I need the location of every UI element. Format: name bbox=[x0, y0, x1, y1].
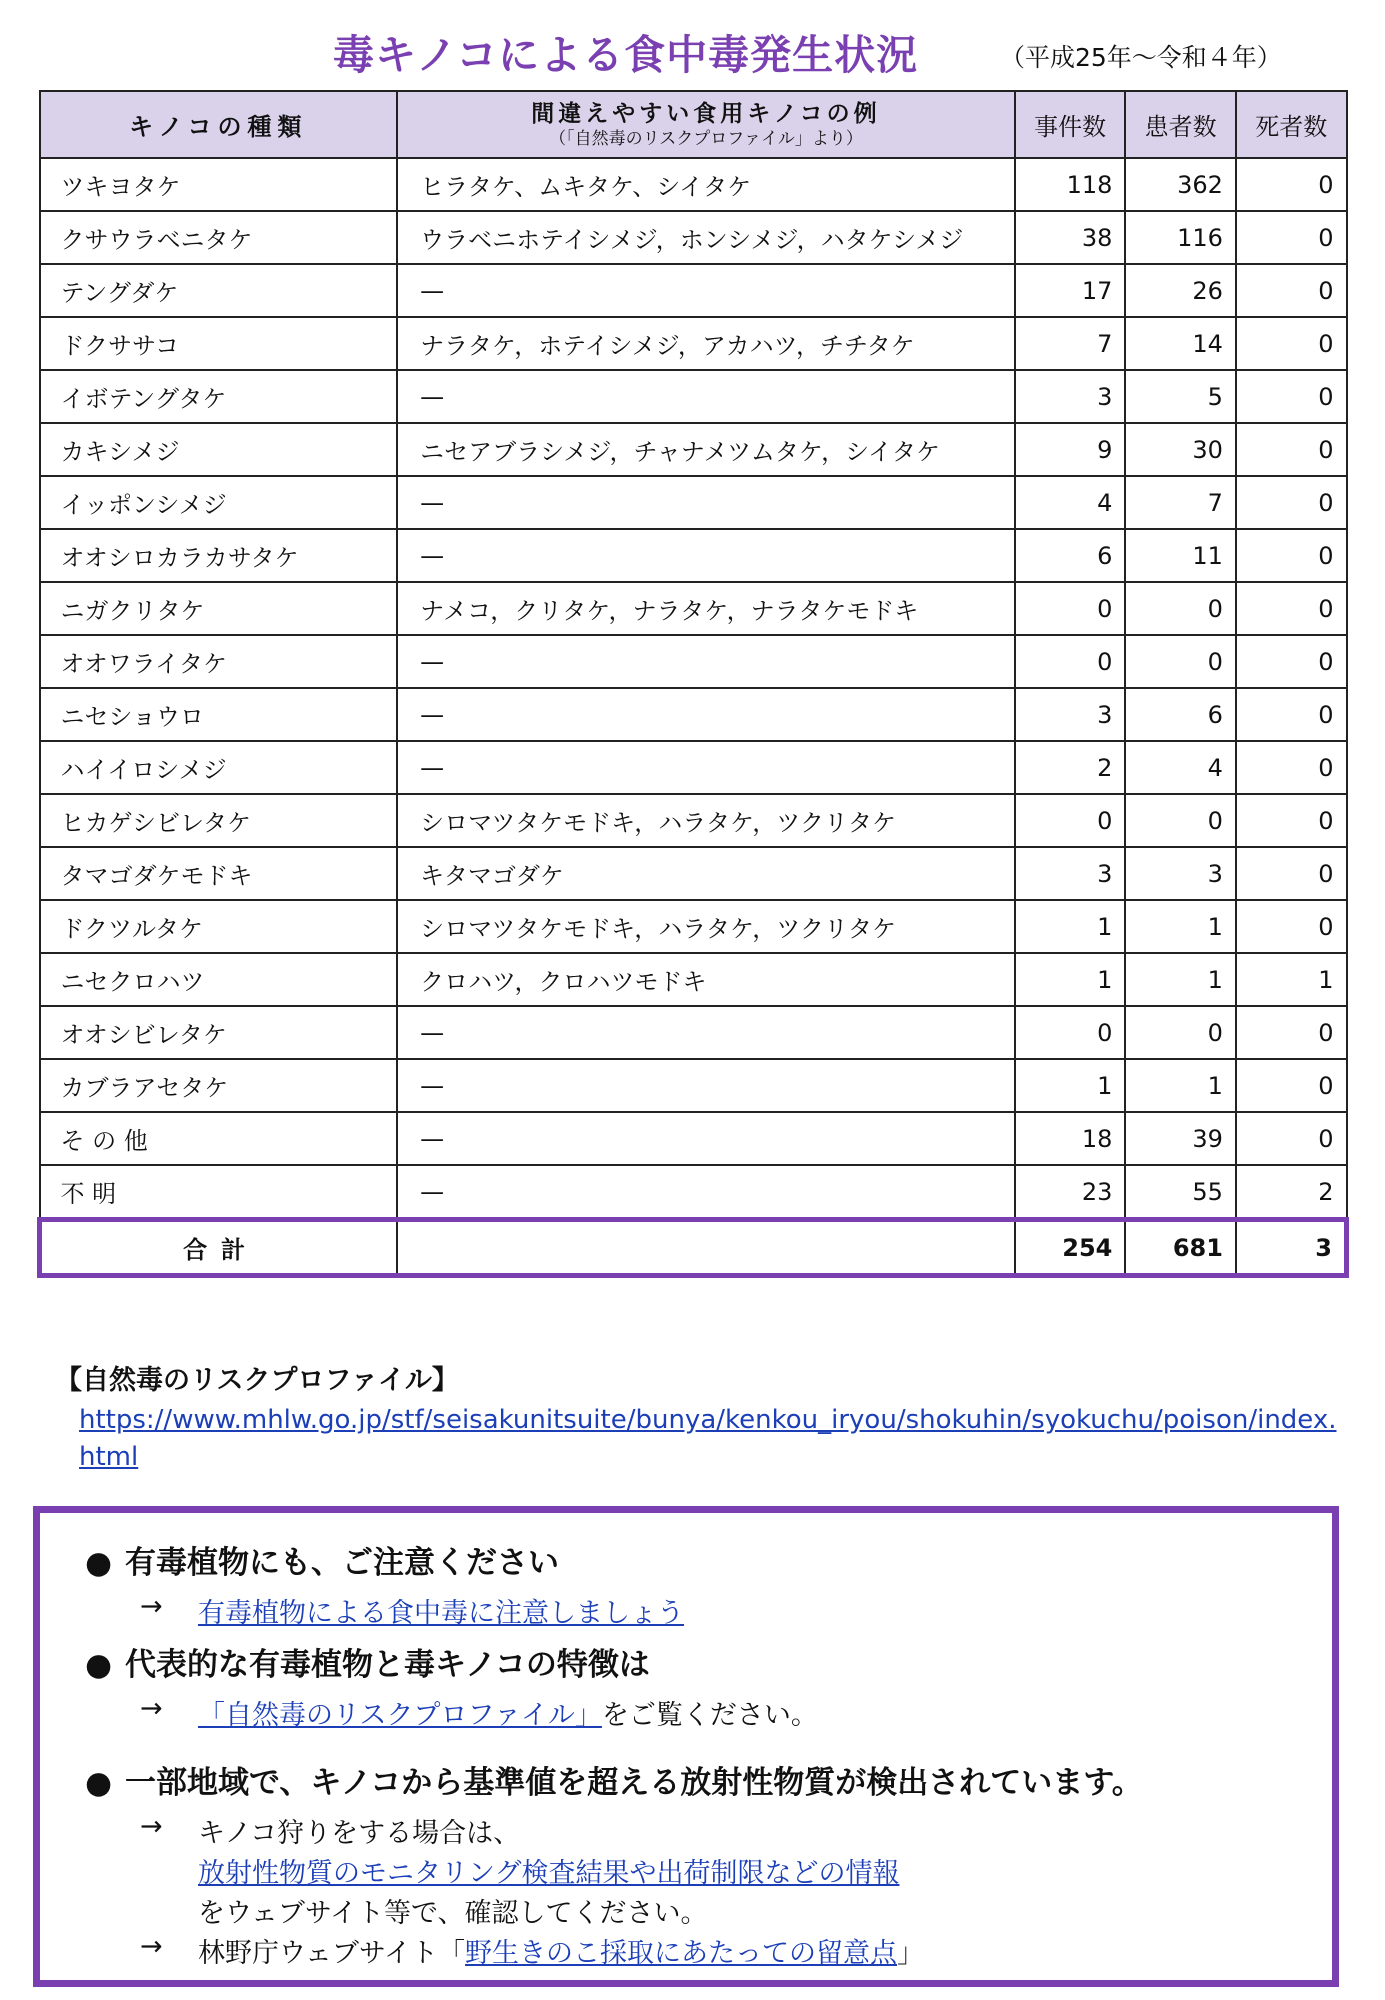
cell-kind: オオシビレタケ bbox=[40, 1006, 398, 1059]
cell-patients: 1 bbox=[1125, 953, 1236, 1006]
table-row bbox=[40, 688, 1347, 741]
reference-url-link[interactable]: https://www.mhlw.go.jp/stf/seisakunitsuite/bunya/kenkou_iryou/shokuhin/syokuchu/poison/index.html bbox=[79, 1405, 1337, 1472]
cell-kind: イボテングタケ bbox=[40, 370, 398, 423]
cell-patients: 3 bbox=[1125, 847, 1236, 900]
cell-deaths: 0 bbox=[1236, 317, 1347, 370]
cell-kind: ニセクロハツ bbox=[40, 953, 398, 1006]
cell-cases: 0 bbox=[1015, 1006, 1126, 1059]
cell-kind: ニセショウロ bbox=[40, 688, 398, 741]
cell-cases: 2 bbox=[1015, 741, 1126, 794]
cell-kind: カキシメジ bbox=[40, 423, 398, 476]
cell-cases: 7 bbox=[1015, 317, 1126, 370]
table-row bbox=[40, 794, 1347, 847]
cell-cases: 1 bbox=[1015, 900, 1126, 953]
table-row bbox=[40, 423, 1347, 476]
poisoning-table bbox=[37, 90, 1349, 1278]
cell-deaths: 0 bbox=[1236, 688, 1347, 741]
table-row bbox=[40, 370, 1347, 423]
cell-examples: — bbox=[397, 529, 1015, 582]
table-row bbox=[40, 264, 1347, 317]
cell-patients: 1 bbox=[1125, 900, 1236, 953]
table-row bbox=[40, 1059, 1347, 1112]
page-title: 毒キノコによる食中毒発生状況 bbox=[333, 31, 919, 79]
header-examples bbox=[397, 91, 1015, 158]
cell-deaths: 0 bbox=[1236, 847, 1347, 900]
table-row bbox=[40, 1165, 1347, 1220]
notice-item-3-line-2: をウェブサイト等で、確認してください。 bbox=[198, 1898, 708, 1929]
cell-patients: 7 bbox=[1125, 476, 1236, 529]
bullet-icon: ● bbox=[85, 1647, 113, 1683]
cell-deaths: 0 bbox=[1236, 1059, 1347, 1112]
cell-patients: 0 bbox=[1125, 635, 1236, 688]
cell-kind: イッポンシメジ bbox=[40, 476, 398, 529]
cell-deaths: 0 bbox=[1236, 211, 1347, 264]
cell-patients: 362 bbox=[1125, 158, 1236, 211]
total-row bbox=[40, 1220, 1347, 1276]
cell-cases: 23 bbox=[1015, 1165, 1126, 1220]
cell-deaths: 0 bbox=[1236, 741, 1347, 794]
table-row bbox=[40, 158, 1347, 211]
header-examples-sub: （「自然毒のリスクプロファイル」より） bbox=[549, 128, 863, 149]
cell-deaths: 0 bbox=[1236, 370, 1347, 423]
cell-deaths: 0 bbox=[1236, 1112, 1347, 1165]
bullet-icon: ● bbox=[85, 1765, 113, 1801]
cell-kind: タマゴダケモドキ bbox=[40, 847, 398, 900]
reference-title: 【自然毒のリスクプロファイル】 bbox=[55, 1365, 459, 1396]
cell-examples: クロハツ，クロハツモドキ bbox=[397, 953, 1015, 1006]
cell-patients: 0 bbox=[1125, 794, 1236, 847]
cell-patients: 116 bbox=[1125, 211, 1236, 264]
cell-kind: オオワライタケ bbox=[40, 635, 398, 688]
cell-examples: — bbox=[397, 1006, 1015, 1059]
cell-cases: 0 bbox=[1015, 582, 1126, 635]
table-row bbox=[40, 635, 1347, 688]
cell-examples: — bbox=[397, 370, 1015, 423]
cell-kind: クサウラベニタケ bbox=[40, 211, 398, 264]
cell-patients: 30 bbox=[1125, 423, 1236, 476]
cell-cases: 4 bbox=[1015, 476, 1126, 529]
cell-examples: ウラベニホテイシメジ，ホンシメジ，ハタケシメジ bbox=[397, 211, 1015, 264]
notice-item-3-line-3: 林野庁ウェブサイト「野生きのこ採取にあたっての留意点」 bbox=[198, 1938, 925, 1969]
table-row bbox=[40, 953, 1347, 1006]
cell-deaths: 0 bbox=[1236, 264, 1347, 317]
cell-examples: — bbox=[397, 688, 1015, 741]
notice-item-3-heading: ● 一部地域で、キノコから基準値を超える放射性物質が検出されています。 bbox=[85, 1765, 1143, 1801]
cell-kind: ハイイロシメジ bbox=[40, 741, 398, 794]
cell-cases: 17 bbox=[1015, 264, 1126, 317]
cell-patients: 14 bbox=[1125, 317, 1236, 370]
header-kind: キノコの種類 bbox=[40, 91, 398, 158]
table-row bbox=[40, 741, 1347, 794]
arrow-icon: → bbox=[140, 1931, 163, 1962]
table-row bbox=[40, 211, 1347, 264]
period-label: （平成25年～令和４年） bbox=[1000, 43, 1282, 72]
table-row bbox=[40, 900, 1347, 953]
radiation-info-link[interactable]: 放射性物質のモニタリング検査結果や出荷制限などの情報 bbox=[198, 1858, 900, 1889]
bullet-icon: ● bbox=[85, 1545, 113, 1581]
arrow-icon: → bbox=[140, 1693, 163, 1724]
cell-kind: カブラアセタケ bbox=[40, 1059, 398, 1112]
cell-examples: — bbox=[397, 1059, 1015, 1112]
arrow-icon: → bbox=[140, 1591, 163, 1622]
arrow-icon: → bbox=[140, 1811, 163, 1842]
cell-patients: 39 bbox=[1125, 1112, 1236, 1165]
total-examples bbox=[397, 1220, 1015, 1276]
cell-deaths: 0 bbox=[1236, 529, 1347, 582]
cell-examples: — bbox=[397, 264, 1015, 317]
cell-kind: ニガクリタケ bbox=[40, 582, 398, 635]
cell-deaths: 0 bbox=[1236, 635, 1347, 688]
cell-deaths: 1 bbox=[1236, 953, 1347, 1006]
cell-cases: 18 bbox=[1015, 1112, 1126, 1165]
cell-cases: 38 bbox=[1015, 211, 1126, 264]
header-patients: 患者数 bbox=[1125, 91, 1236, 158]
header-cases: 事件数 bbox=[1015, 91, 1126, 158]
table-row bbox=[40, 847, 1347, 900]
cell-deaths: 2 bbox=[1236, 1165, 1347, 1220]
table-row bbox=[40, 317, 1347, 370]
cell-examples: ナメコ，クリタケ，ナラタケ，ナラタケモドキ bbox=[397, 582, 1015, 635]
cell-cases: 3 bbox=[1015, 847, 1126, 900]
notice-item-2-heading: ● 代表的な有毒植物と毒キノコの特徴は bbox=[85, 1647, 650, 1683]
cell-examples: — bbox=[397, 741, 1015, 794]
cell-patients: 0 bbox=[1125, 582, 1236, 635]
cell-cases: 1 bbox=[1015, 953, 1126, 1006]
cell-examples: ヒラタケ、ムキタケ、シイタケ bbox=[397, 158, 1015, 211]
cell-kind: オオシロカラカサタケ bbox=[40, 529, 398, 582]
table-row bbox=[40, 1112, 1347, 1165]
cell-examples: シロマツタケモドキ，ハラタケ，ツクリタケ bbox=[397, 794, 1015, 847]
cell-patients: 26 bbox=[1125, 264, 1236, 317]
cell-examples: シロマツタケモドキ，ハラタケ，ツクリタケ bbox=[397, 900, 1015, 953]
cell-deaths: 0 bbox=[1236, 582, 1347, 635]
cell-examples: — bbox=[397, 476, 1015, 529]
cell-deaths: 0 bbox=[1236, 794, 1347, 847]
total-label: 合計 bbox=[40, 1220, 398, 1276]
cell-deaths: 0 bbox=[1236, 423, 1347, 476]
cell-kind: テングダケ bbox=[40, 264, 398, 317]
table-row bbox=[40, 582, 1347, 635]
forestry-agency-link[interactable]: 野生きのこ採取にあたっての留意点 bbox=[465, 1938, 898, 1969]
cell-cases: 0 bbox=[1015, 794, 1126, 847]
cell-patients: 1 bbox=[1125, 1059, 1236, 1112]
cell-patients: 11 bbox=[1125, 529, 1236, 582]
table-row bbox=[40, 476, 1347, 529]
cell-deaths: 0 bbox=[1236, 900, 1347, 953]
notice-item-2-line: 「自然毒のリスクプロファイル」をご覧ください。 bbox=[198, 1700, 818, 1731]
cell-kind: ツキヨタケ bbox=[40, 158, 398, 211]
cell-patients: 6 bbox=[1125, 688, 1236, 741]
notice-item-1-link[interactable]: 有毒植物による食中毒に注意しましょう bbox=[198, 1598, 684, 1629]
cell-kind: そ の 他 bbox=[40, 1112, 398, 1165]
cell-deaths: 0 bbox=[1236, 1006, 1347, 1059]
cell-patients: 0 bbox=[1125, 1006, 1236, 1059]
cell-patients: 55 bbox=[1125, 1165, 1236, 1220]
table-header-row bbox=[40, 91, 1347, 158]
table-row bbox=[40, 529, 1347, 582]
notice-item-1-heading: ● 有毒植物にも、ご注意ください bbox=[85, 1545, 559, 1581]
cell-examples: ニセアブラシメジ，チャナメツムタケ，シイタケ bbox=[397, 423, 1015, 476]
total-cases: 254 bbox=[1015, 1220, 1126, 1276]
header-examples-main: 間違えやすい食用キノコの例 bbox=[531, 100, 881, 127]
cell-examples: — bbox=[397, 1112, 1015, 1165]
cell-kind: ドクササコ bbox=[40, 317, 398, 370]
cell-examples: ナラタケ，ホテイシメジ，アカハツ，チチタケ bbox=[397, 317, 1015, 370]
cell-cases: 1 bbox=[1015, 1059, 1126, 1112]
risk-profile-link[interactable]: 「自然毒のリスクプロファイル」 bbox=[198, 1700, 602, 1731]
cell-patients: 5 bbox=[1125, 370, 1236, 423]
cell-deaths: 0 bbox=[1236, 476, 1347, 529]
cell-deaths: 0 bbox=[1236, 158, 1347, 211]
cell-kind: 不 明 bbox=[40, 1165, 398, 1220]
cell-cases: 3 bbox=[1015, 688, 1126, 741]
table-row bbox=[40, 1006, 1347, 1059]
notice-item-3-line-1: キノコ狩りをする場合は、 bbox=[198, 1818, 521, 1849]
notice-box bbox=[33, 1506, 1339, 1987]
total-deaths: 3 bbox=[1236, 1220, 1347, 1276]
cell-cases: 9 bbox=[1015, 423, 1126, 476]
cell-patients: 4 bbox=[1125, 741, 1236, 794]
header-deaths: 死者数 bbox=[1236, 91, 1347, 158]
cell-kind: ヒカゲシビレタケ bbox=[40, 794, 398, 847]
cell-examples: キタマゴダケ bbox=[397, 847, 1015, 900]
cell-cases: 3 bbox=[1015, 370, 1126, 423]
cell-kind: ドクツルタケ bbox=[40, 900, 398, 953]
cell-cases: 0 bbox=[1015, 635, 1126, 688]
cell-examples: — bbox=[397, 1165, 1015, 1220]
cell-cases: 6 bbox=[1015, 529, 1126, 582]
title-row bbox=[0, 18, 1385, 88]
total-patients: 681 bbox=[1125, 1220, 1236, 1276]
cell-cases: 118 bbox=[1015, 158, 1126, 211]
cell-examples: — bbox=[397, 635, 1015, 688]
